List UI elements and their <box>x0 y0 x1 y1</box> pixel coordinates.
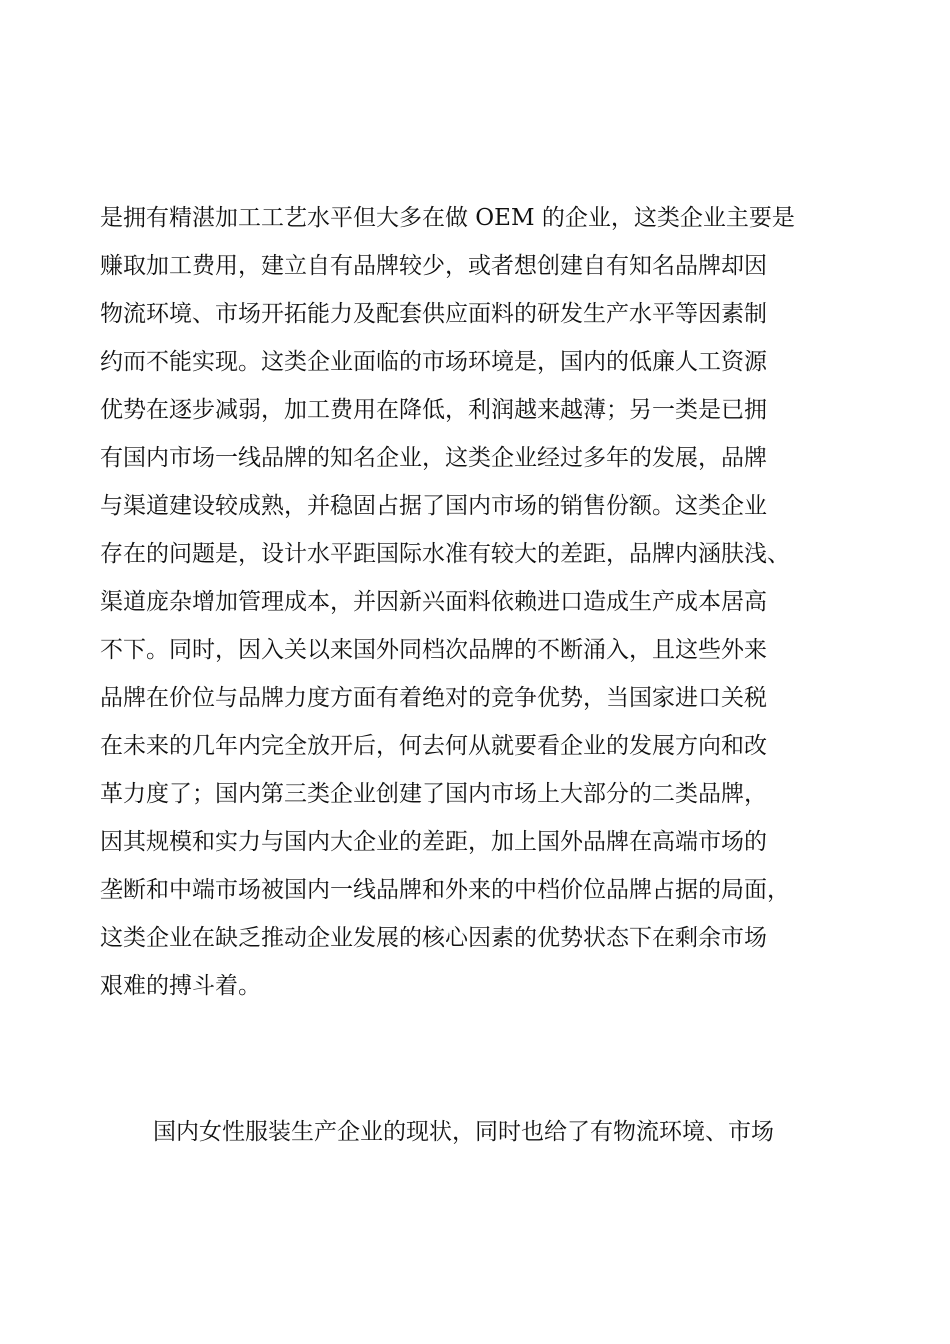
text-line: 约而不能实现。这类企业面临的市场环境是，国内的低廉人工资源 <box>100 349 767 375</box>
text-line: 渠道庞杂增加管理成本，并因新兴面料依赖进口造成生产成本居高 <box>100 589 767 615</box>
text-line: 不下。同时，因入关以来国外同档次品牌的不断涌入，且这些外来 <box>100 637 767 663</box>
text-line: 赚取加工费用，建立自有品牌较少，或者想创建自有知名品牌却因 <box>100 253 767 279</box>
text-line: 优势在逐步减弱，加工费用在降低，利润越来越薄；另一类是已拥 <box>100 397 767 423</box>
text-line: 物流环境、市场开拓能力及配套供应面料的研发生产水平等因素制 <box>100 301 767 327</box>
text-line: 存在的问题是，设计水平距国际水准有较大的差距，品牌内涵肤浅、 <box>100 541 790 567</box>
text-line: 与渠道建设较成熟，并稳固占据了国内市场的销售份额。这类企业 <box>100 493 767 519</box>
text-line: 垄断和中端市场被国内一线品牌和外来的中档价位品牌占据的局面， <box>100 877 790 903</box>
body-paragraph <box>100 1108 845 1156</box>
text-line: 国内女性服装生产企业的现状，同时也给了有物流环境、市场 <box>153 1119 774 1145</box>
text-line: 在未来的几年内完全放开后，何去何从就要看企业的发展方向和改 <box>100 733 767 759</box>
text-line: 因其规模和实力与国内大企业的差距，加上国外品牌在高端市场的 <box>100 829 767 855</box>
text-line: 品牌在价位与品牌力度方面有着绝对的竞争优势，当国家进口关税 <box>100 685 767 711</box>
text-line: 艰难的搏斗着。 <box>100 973 261 999</box>
text-line: 是拥有精湛加工工艺水平但大多在做 OEM 的企业，这类企业主要是 <box>100 205 795 231</box>
text-line: 革力度了；国内第三类企业创建了国内市场上大部分的二类品牌， <box>100 781 767 807</box>
text-line: 有国内市场一线品牌的知名企业，这类企业经过多年的发展，品牌 <box>100 445 767 471</box>
text-line: 这类企业在缺乏推动企业发展的核心因素的优势状态下在剩余市场 <box>100 925 767 951</box>
body-paragraph <box>100 194 845 1010</box>
